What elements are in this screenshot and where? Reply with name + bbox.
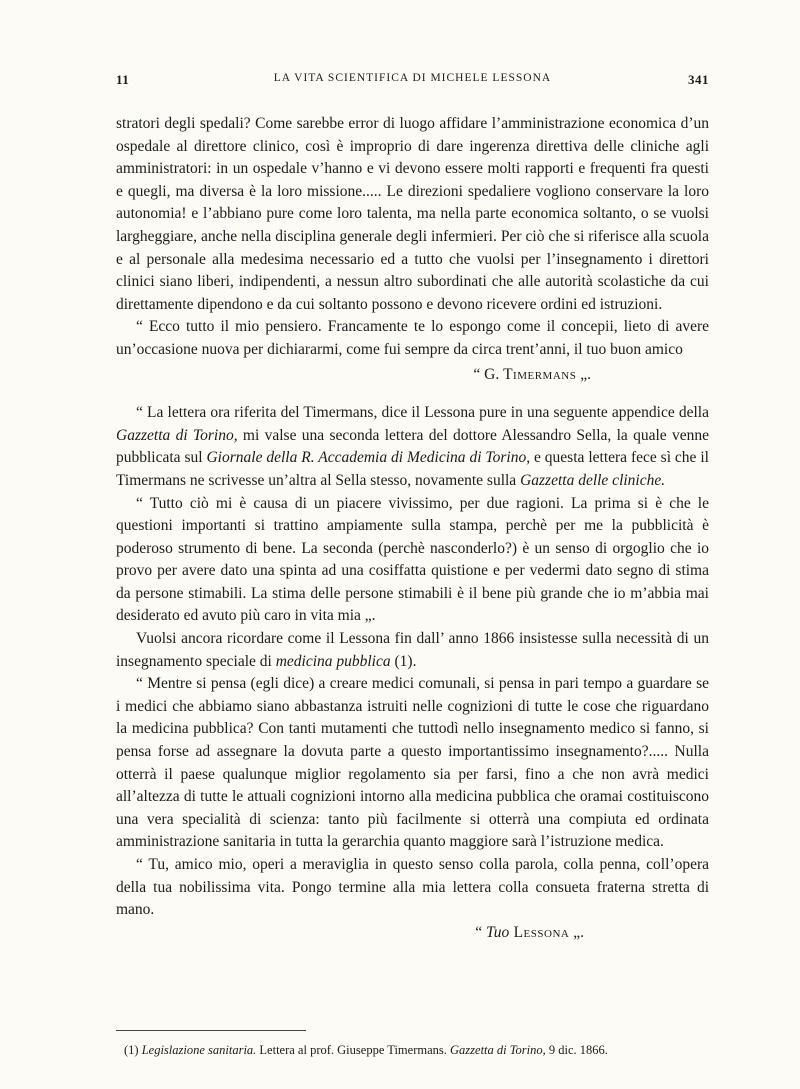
footnote-title: Legislazione sanitaria. <box>141 1043 257 1057</box>
running-header <box>116 72 709 94</box>
text-run: e questa lettera fece sì che il Timermans ne scrivesse un’altra al Sella stesso, novamente sulla <box>116 449 709 489</box>
paragraph-letter-reference <box>116 402 709 492</box>
footnote-text: Lettera al prof. Giuseppe Timermans. <box>256 1043 451 1057</box>
publication-name: Gazzetta delle cliniche. <box>520 471 666 489</box>
footnote-divider <box>116 1030 306 1031</box>
header-left-number: 11 <box>116 72 130 87</box>
footnote-reference: (1). <box>390 652 417 670</box>
publication-name: Giornale della R. Accademia di Medicina di Torino, <box>206 449 531 467</box>
body-text <box>116 113 709 944</box>
signature-suffix: „. <box>569 923 584 941</box>
footnote-source: Gazzetta di Torino, <box>450 1043 546 1057</box>
signature-prefix: “ G. <box>473 365 504 383</box>
signature-prefix: “ <box>475 923 486 941</box>
emphasis-text: medicina pubblica <box>275 652 391 670</box>
paragraph-quote-medicine: “ Mentre si pensa (egli dice) a creare medici comunali, si pensa in pari tempo a guardare se i medici che abbiamo siano abbastanza istruiti nelle cognizioni di tutte le cose che riguardano la medicina pubblica? Con tanti mutamenti che tuttodì nello insegnamento medico si fanno, si pensa forse ad assegnare la dovuta parte a questo importantissimo insegnamento?..... Nulla otterrà il paese qualunque miglior regolamento sia per farsi, fino a che non avrà medici all’altezza di tutte le attuali cognizioni intorno alla medicina pubblica che oramai costituiscono una vera specialità di scienza: tanto più facilmente si otterrà una compiuta ed ordinata amministrazione sanitaria in tutta la gerarchia quanto maggiore sarà l’istruzione medica. <box>116 675 709 851</box>
paragraph-quote: “ Tutto ciò mi è causa di un piacere vivissimo, per due ragioni. La prima si è che le questioni importanti si trattino ampiamente sulla stampa, perchè per me la pubblicità è poderoso strumento di bene. La seconda (perchè nasconderlo?) è un senso di orgoglio che io provo per avere dato una spinta ad una cosiffatta quistione e per vedermi dato segno di stima da persone stimabili. La stima delle persone stimabili è il bene più grande che io m’abbia mai desiderato ed avuto più caro in vita mia „. <box>116 494 709 625</box>
signature-tuo: Tuo <box>485 923 510 941</box>
text-run: “ La lettera ora riferita del Timermans, dice il Lessona pure in una seguente appendice della <box>136 404 709 422</box>
footnote <box>124 1042 709 1058</box>
publication-name: Gazzetta di Torino, <box>116 426 238 444</box>
paragraph-closing: “ Tu, amico mio, operi a meraviglia in questo senso colla parola, colla penna, coll’opera della tua nobilissima vita. Pongo termine alla mia lettera colla consueta fraterna stretta di mano. <box>116 856 709 919</box>
footnote-date: 9 dic. 1866. <box>545 1043 608 1057</box>
signature-lessona <box>116 922 709 945</box>
page-number: 341 <box>688 72 709 87</box>
header-title: LA VITA SCIENTIFICA DI MICHELE LESSONA <box>273 72 552 84</box>
text-run: mi valse una seconda lettera del dottore Alessandro Sella, la quale venne pubblicata sul <box>116 426 709 467</box>
signature-suffix: „. <box>576 365 591 383</box>
paragraph-medicine <box>116 628 709 673</box>
paragraph-closing-letter: “ Ecco tutto il mio pensiero. Francamente te lo espongo come il concepii, lieto di avere un’occasione nuova per dichiararmi, come fui sempre da circa trent’anni, il tuo buon amico <box>116 318 709 358</box>
signature-name: Lessona <box>509 923 570 941</box>
signature-name: Timermans <box>503 365 577 383</box>
footnote-marker: (1) <box>124 1043 142 1057</box>
text-run: Vuolsi ancora ricordare come il Lessona fin dall’ anno 1866 insistesse sulla necessità di un insegnamento speciale di <box>116 630 709 670</box>
paragraph-continuation: stratori degli spedali? Come sarebbe error di luogo affidare l’amministrazione economica d’un ospedale al direttore clinico, così è improprio di dare ingerenza direttiva delle cliniche agli amministratori: in un ospedale v’hanno e vi devono essere molti rapporti e frequenti fra questi e quegli, ma diversa è la loro missione..... Le direzioni spedaliere vogliono conservare la loro autonomia! e l’abbiano pure come loro talenta, ma nella parte economica soltanto, o se vuolsi largheggiare, anche nella disciplina generale degli infermieri. Per ciò che si riferisce alla scuola e al personale alla medesima necessario ed a tutto che vuolsi per l’insegnamento i direttori clinici siano liberi, indipendenti, a nessun altro subordinati che alle autorità scolastiche da cui direttamente dipendono e da cui soltanto possono e devono ricevere ordini ed istruzioni. <box>116 115 709 313</box>
signature-timermans <box>116 364 709 387</box>
